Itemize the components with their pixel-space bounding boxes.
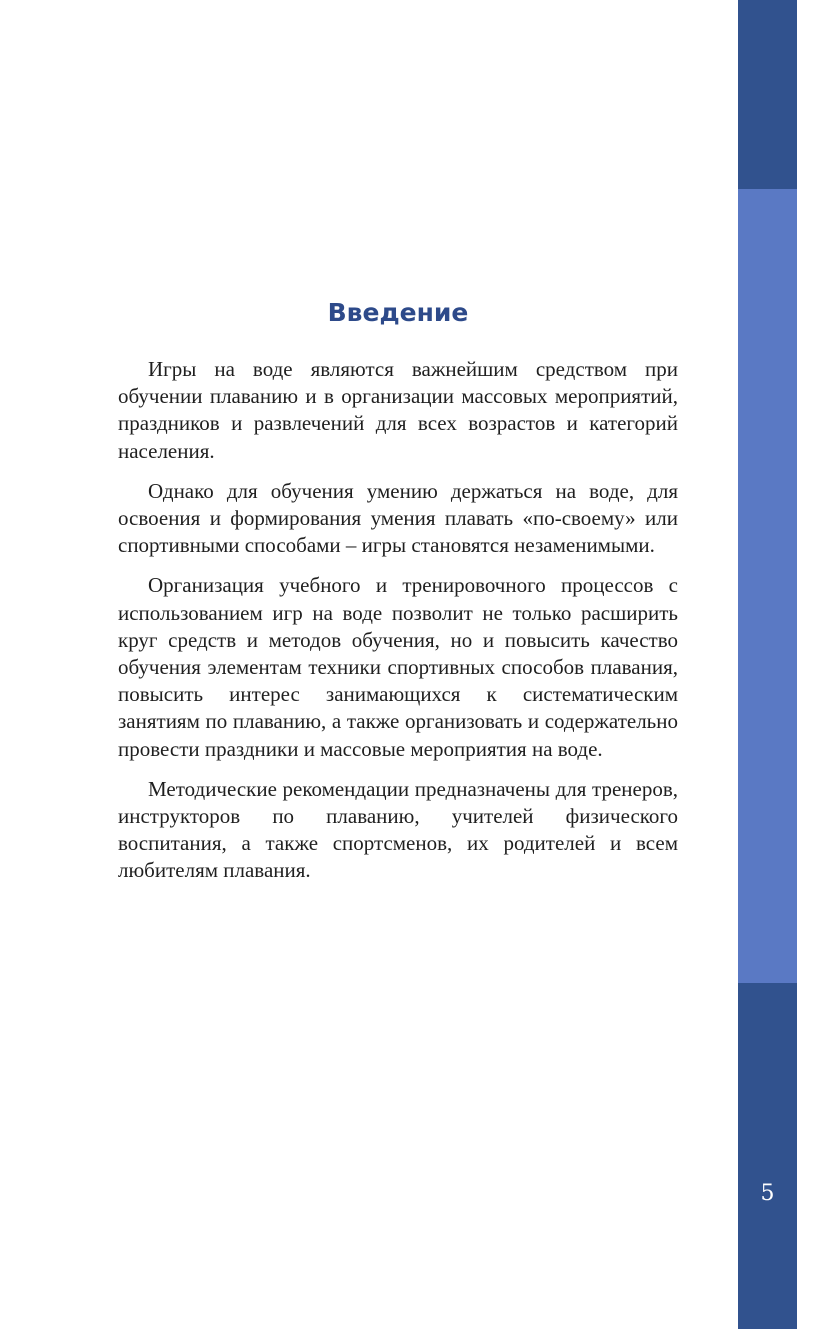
paragraph-2: Однако для обучения умению держаться на воде, для освоения и формирования умения плавать «по-своему» или спортивными способами – игры становятся незаменимыми. bbox=[118, 478, 678, 558]
side-band-top bbox=[738, 0, 797, 189]
paragraph-3: Организация учебного и тренировочного процессов с использованием игр на воде позволит не только расширить круг средств и методов обучения, но и повысить качество обучения элементам техники спортивных способов плавания, повысить интерес занимающихся к систематическим занятиям по плаванию, а также организовать и содержательно провести праздники и массовые мероприятия на воде. bbox=[118, 573, 678, 761]
side-band-bottom bbox=[738, 983, 797, 1329]
side-band-middle bbox=[738, 189, 797, 983]
page-title: Введение bbox=[327, 298, 469, 327]
body-text bbox=[118, 356, 678, 898]
paragraph-4: Методические рекомендации предназначены для тренеров, инструкторов по плаванию, учителей физического воспитания, а также спортсменов, их родителей и всем любителям плавания. bbox=[118, 776, 678, 883]
page-number: 5 bbox=[760, 1181, 775, 1206]
paragraph-1: Игры на воде являются важнейшим средством при обучении плаванию и в организации массовых мероприятий, праздников и развлечений для всех возрастов и категорий населения. bbox=[118, 357, 678, 463]
